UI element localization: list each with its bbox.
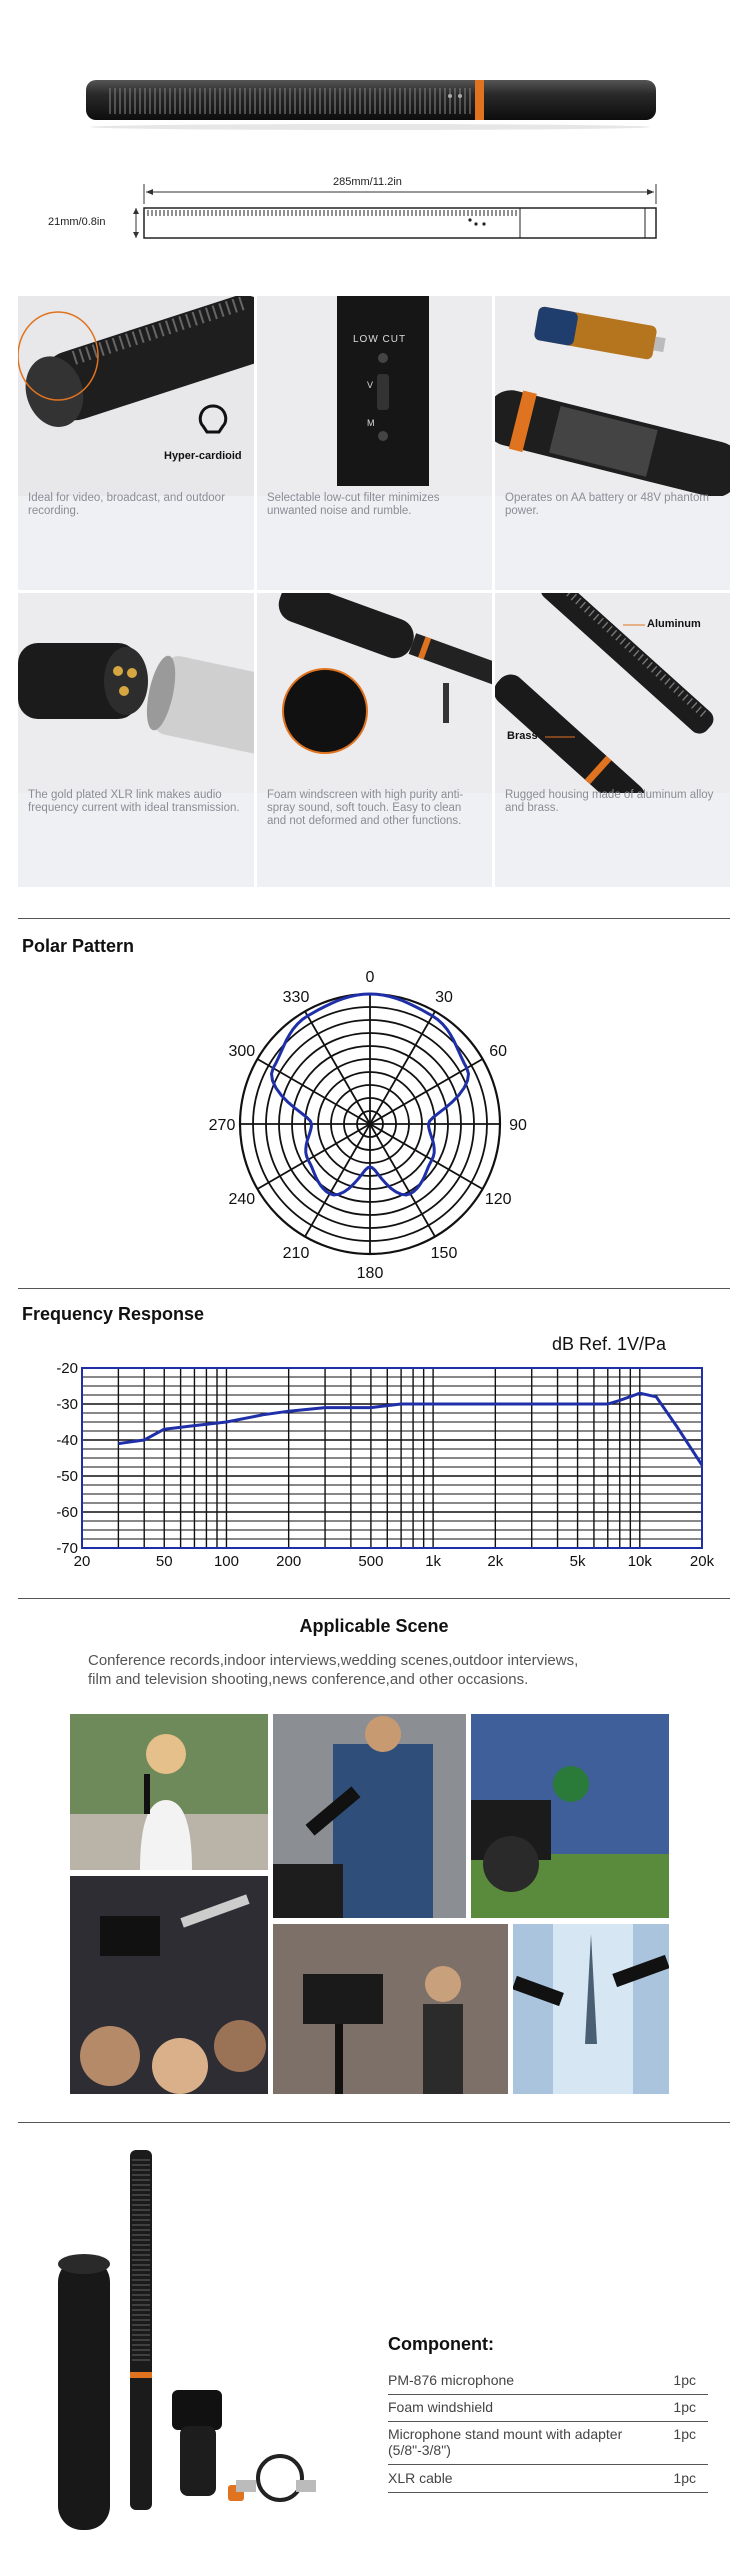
aluminum-label: Aluminum	[647, 618, 701, 630]
scene-description-line2: film and television shooting,news conference,and other occasions.	[88, 1671, 529, 1688]
scene-photo-interview	[273, 1714, 466, 1918]
feature-caption: Selectable low-cut filter minimizes unwanted noise and rumble.	[267, 492, 440, 517]
polar-angle-label: 330	[282, 988, 310, 1006]
freq-x-tick: 10k	[627, 1553, 652, 1570]
feature-photo	[495, 296, 730, 496]
feature-caption: Rugged housing made of aluminum alloy and brass.	[505, 789, 714, 814]
polar-angle-label: 210	[282, 1245, 310, 1263]
freq-x-tick: 2k	[487, 1553, 504, 1570]
freq-x-tick: 20k	[689, 1553, 715, 1570]
divider	[18, 1598, 730, 1599]
freq-x-tick: 20	[73, 1553, 91, 1570]
polar-pattern-title: Polar Pattern	[22, 936, 135, 956]
applicable-scene-title: Applicable Scene	[299, 1616, 449, 1636]
component-qty: 1pc	[673, 2399, 696, 2415]
component-name: Microphone stand mount with adapter	[388, 2426, 623, 2442]
brass-label: Brass	[507, 730, 538, 742]
microphone-image	[80, 72, 670, 132]
polar-chart-svg	[180, 956, 560, 1286]
feature-card-xlr	[18, 593, 254, 887]
polar-angle-label: 60	[489, 1043, 508, 1060]
polar-angle-label: 300	[228, 1043, 256, 1060]
hero-microphone	[80, 72, 670, 132]
component-row	[388, 2372, 708, 2395]
freq-x-tick: 1k	[425, 1553, 442, 1570]
diameter-label: 21mm/0.8in	[48, 216, 106, 228]
scene-description-line1: Conference records,indoor interviews,wedding scenes,outdoor interviews,	[88, 1652, 579, 1669]
divider	[18, 1288, 730, 1289]
feature-card-hypercardioid	[18, 296, 254, 590]
component-qty: 1pc	[673, 2470, 696, 2486]
feature-caption: Ideal for video, broadcast, and outdoor recording.	[28, 492, 225, 517]
feature-card-housing	[495, 593, 730, 887]
polar-angle-label: 150	[430, 1245, 458, 1263]
hyper-cardioid-label: Hyper-cardioid	[164, 450, 242, 462]
frequency-response-title: Frequency Response	[22, 1304, 205, 1324]
freq-x-tick: 5k	[569, 1553, 586, 1570]
scene-photo-reporter	[70, 1714, 268, 1870]
freq-y-tick: -20	[56, 1360, 78, 1377]
feature-card-windscreen	[257, 593, 492, 887]
polar-angle-label: 240	[228, 1191, 256, 1208]
feature-card-battery	[495, 296, 730, 590]
freq-x-tick: 500	[358, 1553, 384, 1570]
length-label: 285mm/11.2in	[330, 176, 405, 188]
polar-angle-label: 120	[484, 1191, 512, 1208]
component-qty: 1pc	[673, 2426, 696, 2442]
freq-y-tick: -60	[56, 1504, 78, 1521]
freq-y-tick: -40	[56, 1432, 78, 1449]
component-row	[388, 2470, 708, 2493]
scene-photo-business	[513, 1924, 669, 2094]
feature-photo	[257, 593, 492, 793]
freq-y-tick: -30	[56, 1396, 78, 1413]
freq-x-tick: 100	[213, 1553, 239, 1570]
switch-m-label: M	[367, 418, 375, 428]
component-row	[388, 2399, 708, 2422]
feature-photo	[18, 593, 254, 793]
components-illustration	[40, 2140, 360, 2560]
component-name: XLR cable	[388, 2470, 453, 2486]
polar-angle-label: 30	[435, 988, 453, 1006]
feature-card-low-cut	[257, 296, 492, 590]
divider	[18, 918, 730, 919]
polar-angle-label: 90	[509, 1117, 527, 1134]
freq-x-tick: 200	[276, 1553, 302, 1570]
scene-photo-camera	[273, 1924, 508, 2094]
freq-y-tick: -70	[56, 1540, 78, 1557]
divider	[18, 2122, 730, 2123]
polar-angle-label: 0	[365, 969, 375, 986]
feature-photo	[18, 296, 254, 496]
feature-caption: Foam windscreen with high purity anti-spray sound, soft touch. Easy to clean and not deformed and other functions.	[267, 789, 464, 827]
component-name-line2: (5/8"-3/8")	[388, 2442, 451, 2458]
polar-angle-label: 270	[208, 1117, 236, 1134]
component-name: Foam windshield	[388, 2399, 494, 2415]
frequency-chart	[30, 1356, 730, 1578]
polar-angle-label: 180	[356, 1265, 384, 1282]
freq-y-tick: -50	[56, 1468, 78, 1485]
component-title: Component:	[388, 2334, 494, 2354]
low-cut-label: LOW CUT	[353, 334, 407, 345]
freq-x-tick: 50	[155, 1553, 173, 1570]
feature-caption: The gold plated XLR link makes audio frequency current with ideal transmission.	[28, 789, 240, 814]
frequency-chart-svg	[30, 1356, 730, 1578]
feature-caption: Operates on AA battery or 48V phantom power.	[505, 492, 709, 517]
switch-v-label: V	[367, 380, 374, 390]
component-qty: 1pc	[673, 2372, 696, 2388]
scene-photo-press	[70, 1876, 268, 2094]
component-name: PM-876 microphone	[388, 2372, 515, 2388]
component-row	[388, 2426, 708, 2465]
polar-chart	[180, 956, 560, 1286]
feature-photo	[257, 296, 492, 496]
scene-photo-sports	[471, 1714, 669, 1918]
frequency-ref-label: dB Ref. 1V/Pa	[552, 1334, 667, 1354]
